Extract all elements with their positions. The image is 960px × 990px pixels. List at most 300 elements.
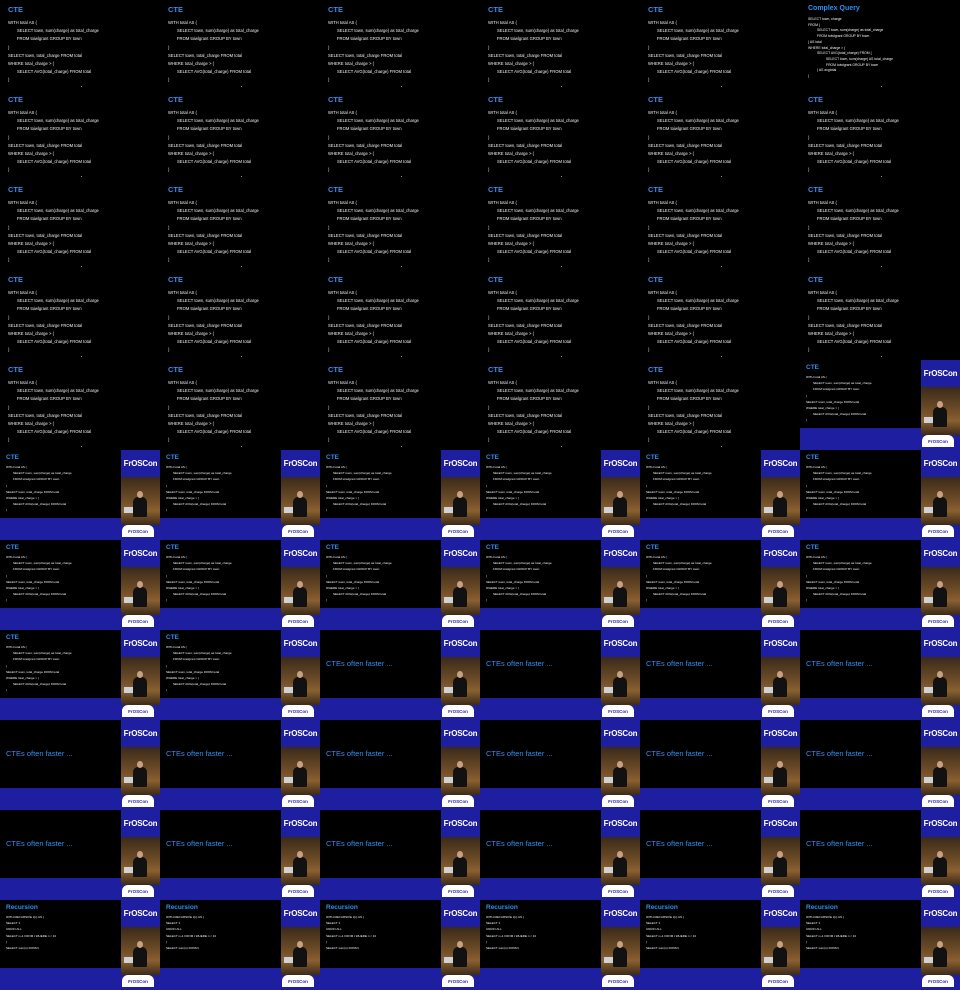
code-line: SELECT town, sum(charge) as total_charge xyxy=(657,208,739,214)
code-line: ) xyxy=(328,77,330,83)
code-line: SELECT AVG(total_charge) FROM total xyxy=(177,69,252,75)
video-thumbnail[interactable] xyxy=(800,720,960,810)
speaker-body xyxy=(133,947,147,967)
speaker-head xyxy=(617,851,623,858)
code-line: WITH total AS ( xyxy=(646,465,667,469)
sql-code-block xyxy=(488,289,638,355)
slide-title: Recursion xyxy=(166,904,198,911)
video-thumbnail[interactable] xyxy=(160,900,320,990)
code-line: WHERE total_charge > ( xyxy=(648,151,694,157)
video-thumbnail[interactable] xyxy=(320,810,480,900)
frame-bottom-bar xyxy=(320,518,441,540)
speaker-body xyxy=(293,947,307,967)
code-line: WHERE total_charge > ( xyxy=(646,586,679,591)
code-line: SELECT town, total_charge FROM total xyxy=(8,322,83,328)
sql-code-block xyxy=(646,914,759,951)
sql-code-block xyxy=(806,554,919,604)
sql-code-block xyxy=(168,199,318,265)
froscon-badge: FrOSCon xyxy=(122,795,154,807)
code-line: SELECT AVG(total_charge) FROM total xyxy=(337,249,412,255)
frame-bottom-bar xyxy=(160,788,281,810)
speaker-video xyxy=(441,657,480,705)
code-line: ) xyxy=(648,134,650,140)
froscon-logo: FrOSCon xyxy=(121,450,160,477)
code-line: ) xyxy=(646,508,647,513)
code-line: SELECT town, sum(charge) as total_charge xyxy=(817,208,899,214)
sql-code-block xyxy=(808,289,958,355)
video-thumbnail[interactable] xyxy=(800,0,960,90)
video-thumbnail[interactable] xyxy=(160,630,320,720)
code-line: WHERE total_charge > ( xyxy=(808,241,854,247)
slide-title: CTE xyxy=(806,454,819,461)
code-line: SELECT AVG(total_charge) FROM total xyxy=(177,249,252,255)
code-line: ) xyxy=(328,44,330,50)
code-line: SELECT n+1 FROM t WHERE n < 10 xyxy=(166,933,217,938)
code-line: SELECT AVG(total_charge) FROM total xyxy=(13,682,67,687)
code-line: ) xyxy=(488,167,490,173)
froscon-badge: FrOSCon xyxy=(442,795,474,807)
code-line: ) xyxy=(168,347,170,353)
video-thumbnail[interactable] xyxy=(320,540,480,630)
sql-code-block xyxy=(328,19,478,85)
video-thumbnail[interactable] xyxy=(800,810,960,900)
video-thumbnail[interactable] xyxy=(640,360,800,450)
speaker-body xyxy=(453,857,467,877)
speaker-head xyxy=(617,581,623,588)
video-thumbnail[interactable] xyxy=(480,450,640,540)
frame-bottom-bar xyxy=(320,788,441,810)
code-line: WHERE total_charge > ( xyxy=(488,421,534,427)
slide-title: CTE xyxy=(648,5,663,14)
speaker-video xyxy=(921,837,960,885)
code-line: SELECT town, total_charge FROM total xyxy=(328,142,403,148)
code-line: SELECT town, total_charge FROM total xyxy=(808,142,883,148)
sql-code-block xyxy=(6,464,119,514)
code-line: ) xyxy=(6,483,7,488)
frame-bottom-bar xyxy=(320,968,441,990)
speaker-head xyxy=(297,761,303,768)
sql-code-block xyxy=(488,199,638,265)
projected-slide xyxy=(800,360,921,428)
frame-bottom-bar xyxy=(480,788,601,810)
video-thumbnail[interactable] xyxy=(160,90,320,180)
speaker-video xyxy=(121,747,160,795)
code-line: ) AS avgtotal xyxy=(817,68,837,73)
code-line: WHERE total_charge > ( xyxy=(8,421,54,427)
video-thumbnail[interactable] xyxy=(800,900,960,990)
sql-code-block xyxy=(8,109,158,175)
speaker-body xyxy=(933,767,947,787)
sql-code-block xyxy=(648,199,798,265)
code-line: FROM toiwlgrant GROUP BY town xyxy=(177,396,242,402)
code-line: SELECT town, sum(charge) as total_charge xyxy=(173,651,232,656)
code-line: SELECT town, sum(charge) as total_charge xyxy=(497,388,579,394)
slide-title: CTE xyxy=(168,5,183,14)
code-line: WITH total AS ( xyxy=(8,110,37,115)
froscon-logo: FrOSCon xyxy=(281,810,320,837)
code-line: WITH total AS ( xyxy=(168,110,197,115)
video-thumbnail[interactable] xyxy=(800,90,960,180)
code-line: FROM toiwlgrant GROUP BY town xyxy=(337,306,402,312)
slide-title: Recursion xyxy=(326,904,358,911)
speaker-head xyxy=(937,581,943,588)
video-thumbnail[interactable] xyxy=(320,0,480,90)
code-line: SELECT town, sum(charge) as total_charge xyxy=(497,208,579,214)
video-thumbnail[interactable] xyxy=(480,810,640,900)
code-line: WHERE total_charge > ( xyxy=(488,151,534,157)
frame-bottom-bar xyxy=(0,968,121,990)
code-line: ) xyxy=(488,347,490,353)
video-thumbnail[interactable] xyxy=(0,0,160,90)
code-line: ) xyxy=(808,314,810,320)
video-thumbnail[interactable] xyxy=(320,630,480,720)
code-line: WITH total AS ( xyxy=(328,200,357,205)
video-thumbnail[interactable] xyxy=(0,360,160,450)
code-line: ) xyxy=(328,437,330,443)
slide-marker xyxy=(561,176,562,177)
code-line: SELECT AVG(total_charge) FROM total xyxy=(817,159,892,165)
code-line: UNION ALL xyxy=(486,927,502,932)
code-line: WHERE total_charge > ( xyxy=(646,496,679,501)
sql-code-block xyxy=(326,914,439,951)
slide-title: CTE xyxy=(646,544,659,551)
code-line: ) xyxy=(488,314,490,320)
slide-title: CTE xyxy=(8,95,23,104)
video-thumbnail[interactable] xyxy=(480,900,640,990)
speaker-video xyxy=(601,747,640,795)
speaker-video xyxy=(281,837,320,885)
frame-bottom-bar xyxy=(0,788,121,810)
slide-marker xyxy=(721,356,722,357)
projected-slide xyxy=(480,810,601,878)
video-thumbnail[interactable] xyxy=(0,630,160,720)
speaker-video xyxy=(761,747,800,795)
speaker-body xyxy=(773,677,787,697)
froscon-logo: FrOSCon xyxy=(121,810,160,837)
code-line: ) xyxy=(486,483,487,488)
video-thumbnail[interactable] xyxy=(640,90,800,180)
code-line: SELECT AVG(total_charge) FROM total xyxy=(817,339,892,345)
code-line: ) xyxy=(648,314,650,320)
video-thumbnail[interactable] xyxy=(160,0,320,90)
speaker-video xyxy=(121,567,160,615)
code-line: FROM toiwlgrant GROUP BY town xyxy=(177,36,242,42)
code-line: WITH RECURSIVE t(n) AS ( xyxy=(806,915,844,919)
code-line: ) xyxy=(8,224,10,230)
froscon-logo: FrOSCon xyxy=(601,810,640,837)
slide-title: CTE xyxy=(486,544,499,551)
slide-marker xyxy=(881,356,882,357)
code-line: SELECT town, sum(charge) as total_charge xyxy=(653,471,712,476)
video-thumbnail[interactable] xyxy=(320,90,480,180)
code-line: SELECT AVG(total_charge) FROM total xyxy=(17,69,92,75)
video-thumbnail[interactable] xyxy=(0,180,160,270)
speaker-body xyxy=(773,947,787,967)
video-thumbnail[interactable] xyxy=(640,900,800,990)
frame-bottom-bar xyxy=(800,518,921,540)
speaker-body xyxy=(293,677,307,697)
video-thumbnail[interactable] xyxy=(640,180,800,270)
code-line: SELECT town, sum(charge) as total_charge xyxy=(493,561,552,566)
video-thumbnail[interactable] xyxy=(320,720,480,810)
code-line: SELECT town, total_charge FROM total xyxy=(488,322,563,328)
code-line: ) xyxy=(488,404,490,410)
code-line: FROM toiwlgrant GROUP BY town xyxy=(493,477,540,482)
code-line: ) xyxy=(808,167,810,173)
video-thumbnail[interactable] xyxy=(160,540,320,630)
code-line: WHERE total_charge > ( xyxy=(648,61,694,67)
code-line: WITH total AS ( xyxy=(648,110,677,115)
code-line: ) xyxy=(8,347,10,353)
video-thumbnail[interactable] xyxy=(320,360,480,450)
code-line: FROM toiwlgrant GROUP BY town xyxy=(497,126,562,132)
frame-bottom-bar xyxy=(320,608,441,630)
speaker-body xyxy=(613,767,627,787)
code-line: SELECT town, sum(charge) as total_charge xyxy=(177,208,259,214)
sql-code-block xyxy=(806,914,919,951)
frame-bottom-bar xyxy=(800,968,921,990)
speaker-video xyxy=(441,747,480,795)
slide-title: CTE xyxy=(8,275,23,284)
sql-code-block xyxy=(6,914,119,951)
video-thumbnail[interactable] xyxy=(0,900,160,990)
speaker-video xyxy=(441,927,480,975)
speaker-body xyxy=(933,947,947,967)
speaker-head xyxy=(777,671,783,678)
code-line: SELECT town, total_charge FROM total xyxy=(486,489,540,494)
code-line: FROM toiwlgrant GROUP BY town xyxy=(657,306,722,312)
video-thumbnail[interactable] xyxy=(800,630,960,720)
frame-bottom-bar xyxy=(640,878,761,900)
projected-slide xyxy=(160,900,281,968)
slide-title: CTE xyxy=(8,365,23,374)
projected-slide xyxy=(800,900,921,968)
frame-bottom-bar xyxy=(160,968,281,990)
code-line: SELECT AVG(total_charge) FROM total xyxy=(817,249,892,255)
video-thumbnail[interactable] xyxy=(640,630,800,720)
projected-slide xyxy=(800,450,921,518)
code-line: WITH total AS ( xyxy=(806,555,827,559)
code-line: SELECT town, total_charge FROM total xyxy=(488,412,563,418)
video-thumbnail[interactable] xyxy=(640,810,800,900)
code-line: WITH total AS ( xyxy=(488,110,517,115)
video-thumbnail[interactable] xyxy=(480,630,640,720)
speaker-video xyxy=(921,927,960,975)
video-thumbnail[interactable] xyxy=(640,720,800,810)
code-line: WITH total AS ( xyxy=(648,20,677,25)
speaker-video xyxy=(121,657,160,705)
froscon-badge: FrOSCon xyxy=(922,975,954,987)
froscon-badge: FrOSCon xyxy=(122,705,154,717)
code-line: SELECT n+1 FROM t WHERE n < 10 xyxy=(486,933,537,938)
video-thumbnail[interactable] xyxy=(480,180,640,270)
code-line: ) xyxy=(6,573,7,578)
code-line: SELECT town, total_charge FROM total xyxy=(166,579,220,584)
projected-slide xyxy=(320,450,441,518)
code-line: FROM toiwlgrant GROUP BY town xyxy=(813,387,860,392)
video-thumbnail[interactable] xyxy=(480,90,640,180)
code-line: ) xyxy=(6,688,7,693)
code-line: ) xyxy=(326,573,327,578)
code-line: ) xyxy=(486,939,487,944)
projected-slide xyxy=(800,810,921,878)
code-line: WITH total AS ( xyxy=(328,20,357,25)
video-thumbnail[interactable] xyxy=(480,270,640,360)
froscon-badge: FrOSCon xyxy=(762,615,794,627)
code-line: WITH RECURSIVE t(n) AS ( xyxy=(326,915,364,919)
video-thumbnail[interactable] xyxy=(160,270,320,360)
code-line: SELECT AVG(total_charge) FROM total xyxy=(813,502,867,507)
code-line: SELECT town, total_charge FROM total xyxy=(808,232,883,238)
video-thumbnail[interactable] xyxy=(480,0,640,90)
video-thumbnail[interactable] xyxy=(160,450,320,540)
projected-slide xyxy=(0,810,121,878)
sql-code-block xyxy=(168,379,318,445)
froscon-badge: FrOSCon xyxy=(602,885,634,897)
video-thumbnail[interactable] xyxy=(0,540,160,630)
code-line: ) xyxy=(328,347,330,353)
code-line: ) xyxy=(8,437,10,443)
code-line: WHERE total_charge > ( xyxy=(168,331,214,337)
video-thumbnail[interactable] xyxy=(640,0,800,90)
video-thumbnail[interactable] xyxy=(160,360,320,450)
video-thumbnail[interactable] xyxy=(800,360,960,450)
froscon-badge: FrOSCon xyxy=(762,795,794,807)
video-thumbnail[interactable] xyxy=(0,450,160,540)
code-line: WITH total AS ( xyxy=(648,380,677,385)
frame-bottom-bar xyxy=(0,878,121,900)
code-line: SELECT n+1 FROM t WHERE n < 10 xyxy=(6,933,57,938)
froscon-logo: FrOSCon xyxy=(601,450,640,477)
speaker-body xyxy=(933,587,947,607)
slide-title: CTE xyxy=(488,95,503,104)
froscon-badge: FrOSCon xyxy=(122,525,154,537)
code-line: ) xyxy=(646,483,647,488)
code-line: ) xyxy=(168,314,170,320)
video-thumbnail[interactable] xyxy=(800,540,960,630)
video-thumbnail[interactable] xyxy=(0,810,160,900)
code-line: ) xyxy=(6,939,7,944)
frame-bottom-bar xyxy=(160,608,281,630)
code-line: WITH total AS ( xyxy=(648,200,677,205)
video-thumbnail[interactable] xyxy=(0,720,160,810)
slide-title: CTE xyxy=(646,454,659,461)
code-line: ) xyxy=(488,44,490,50)
code-line: ) xyxy=(166,598,167,603)
code-line: ) xyxy=(166,939,167,944)
slide-marker xyxy=(81,176,82,177)
code-line: ) xyxy=(328,224,330,230)
code-line: SELECT AVG(total_charge) FROM total xyxy=(333,592,387,597)
code-line: UNION ALL xyxy=(166,927,182,932)
slide-title: CTE xyxy=(6,634,19,641)
video-thumbnail[interactable] xyxy=(0,270,160,360)
code-line: ) xyxy=(806,573,807,578)
code-line: SELECT town, sum(charge) as total_charge xyxy=(177,298,259,304)
slide-title: CTE xyxy=(328,365,343,374)
froscon-badge: FrOSCon xyxy=(442,975,474,987)
sql-code-block xyxy=(168,19,318,85)
slide-title: CTE xyxy=(328,5,343,14)
video-thumbnail[interactable] xyxy=(320,270,480,360)
video-thumbnail[interactable] xyxy=(480,360,640,450)
code-line: SELECT AVG(total_charge) FROM total xyxy=(497,339,572,345)
slide-marker xyxy=(401,446,402,447)
code-line: ) xyxy=(808,347,810,353)
slide-title: CTE xyxy=(6,544,19,551)
code-line: SELECT town, total_charge FROM total xyxy=(328,322,403,328)
code-line: WITH total AS ( xyxy=(488,290,517,295)
slide-title: CTE xyxy=(488,5,503,14)
sql-code-block xyxy=(486,464,599,514)
projected-slide xyxy=(160,540,281,608)
froscon-logo: FrOSCon xyxy=(921,720,960,747)
code-line: ) xyxy=(168,224,170,230)
video-thumbnail[interactable] xyxy=(640,270,800,360)
froscon-badge: FrOSCon xyxy=(762,885,794,897)
code-line: ) xyxy=(648,347,650,353)
code-line: SELECT AVG(total_charge) FROM total xyxy=(337,339,412,345)
video-thumbnail[interactable] xyxy=(640,450,800,540)
projected-slide xyxy=(640,540,761,608)
code-line: FROM toiwlgrant GROUP BY town xyxy=(657,36,722,42)
video-thumbnail[interactable] xyxy=(160,810,320,900)
video-thumbnail[interactable] xyxy=(640,540,800,630)
frame-bottom-bar xyxy=(0,698,121,720)
code-line: FROM toiwlgrant GROUP BY town xyxy=(13,567,60,572)
code-line: WHERE total_charge > ( xyxy=(326,586,359,591)
code-line: SELECT AVG(total_charge) FROM ( xyxy=(817,51,872,56)
code-line: SELECT n+1 FROM t WHERE n < 10 xyxy=(806,933,857,938)
code-line: SELECT town, sum(charge) as total_charge xyxy=(17,28,99,34)
code-line: WHERE total_charge > ( xyxy=(166,586,199,591)
video-thumbnail[interactable] xyxy=(320,450,480,540)
video-thumbnail[interactable] xyxy=(480,720,640,810)
sql-code-block xyxy=(486,554,599,604)
video-thumbnail[interactable] xyxy=(320,900,480,990)
speaker-body xyxy=(133,497,147,517)
code-line: SELECT town, sum(charge) as total_charge xyxy=(817,298,899,304)
code-line: SELECT town, sum(charge) as total_charge xyxy=(653,561,712,566)
code-line: ) xyxy=(328,134,330,140)
video-thumbnail[interactable] xyxy=(0,90,160,180)
speaker-video xyxy=(921,477,960,525)
slide-title: CTE xyxy=(328,185,343,194)
video-thumbnail[interactable] xyxy=(320,180,480,270)
sql-code-block xyxy=(8,289,158,355)
froscon-badge: FrOSCon xyxy=(282,525,314,537)
video-thumbnail[interactable] xyxy=(160,720,320,810)
code-line: WITH total AS ( xyxy=(168,290,197,295)
video-thumbnail[interactable] xyxy=(800,450,960,540)
code-line: SELECT sum(n) FROM t xyxy=(166,946,200,951)
code-line: ) xyxy=(328,257,330,263)
froscon-logo: FrOSCon xyxy=(281,900,320,927)
video-thumbnail[interactable] xyxy=(480,540,640,630)
froscon-badge: FrOSCon xyxy=(602,795,634,807)
code-line: ) xyxy=(648,44,650,50)
speaker-body xyxy=(293,857,307,877)
code-line: WITH RECURSIVE t(n) AS ( xyxy=(6,915,44,919)
code-line: ) xyxy=(166,573,167,578)
video-thumbnail[interactable] xyxy=(160,180,320,270)
speaker-video xyxy=(281,747,320,795)
frame-bottom-bar xyxy=(480,878,601,900)
slide-title: CTE xyxy=(488,365,503,374)
video-thumbnail[interactable] xyxy=(800,270,960,360)
slide-marker xyxy=(721,176,722,177)
video-thumbnail[interactable] xyxy=(800,180,960,270)
